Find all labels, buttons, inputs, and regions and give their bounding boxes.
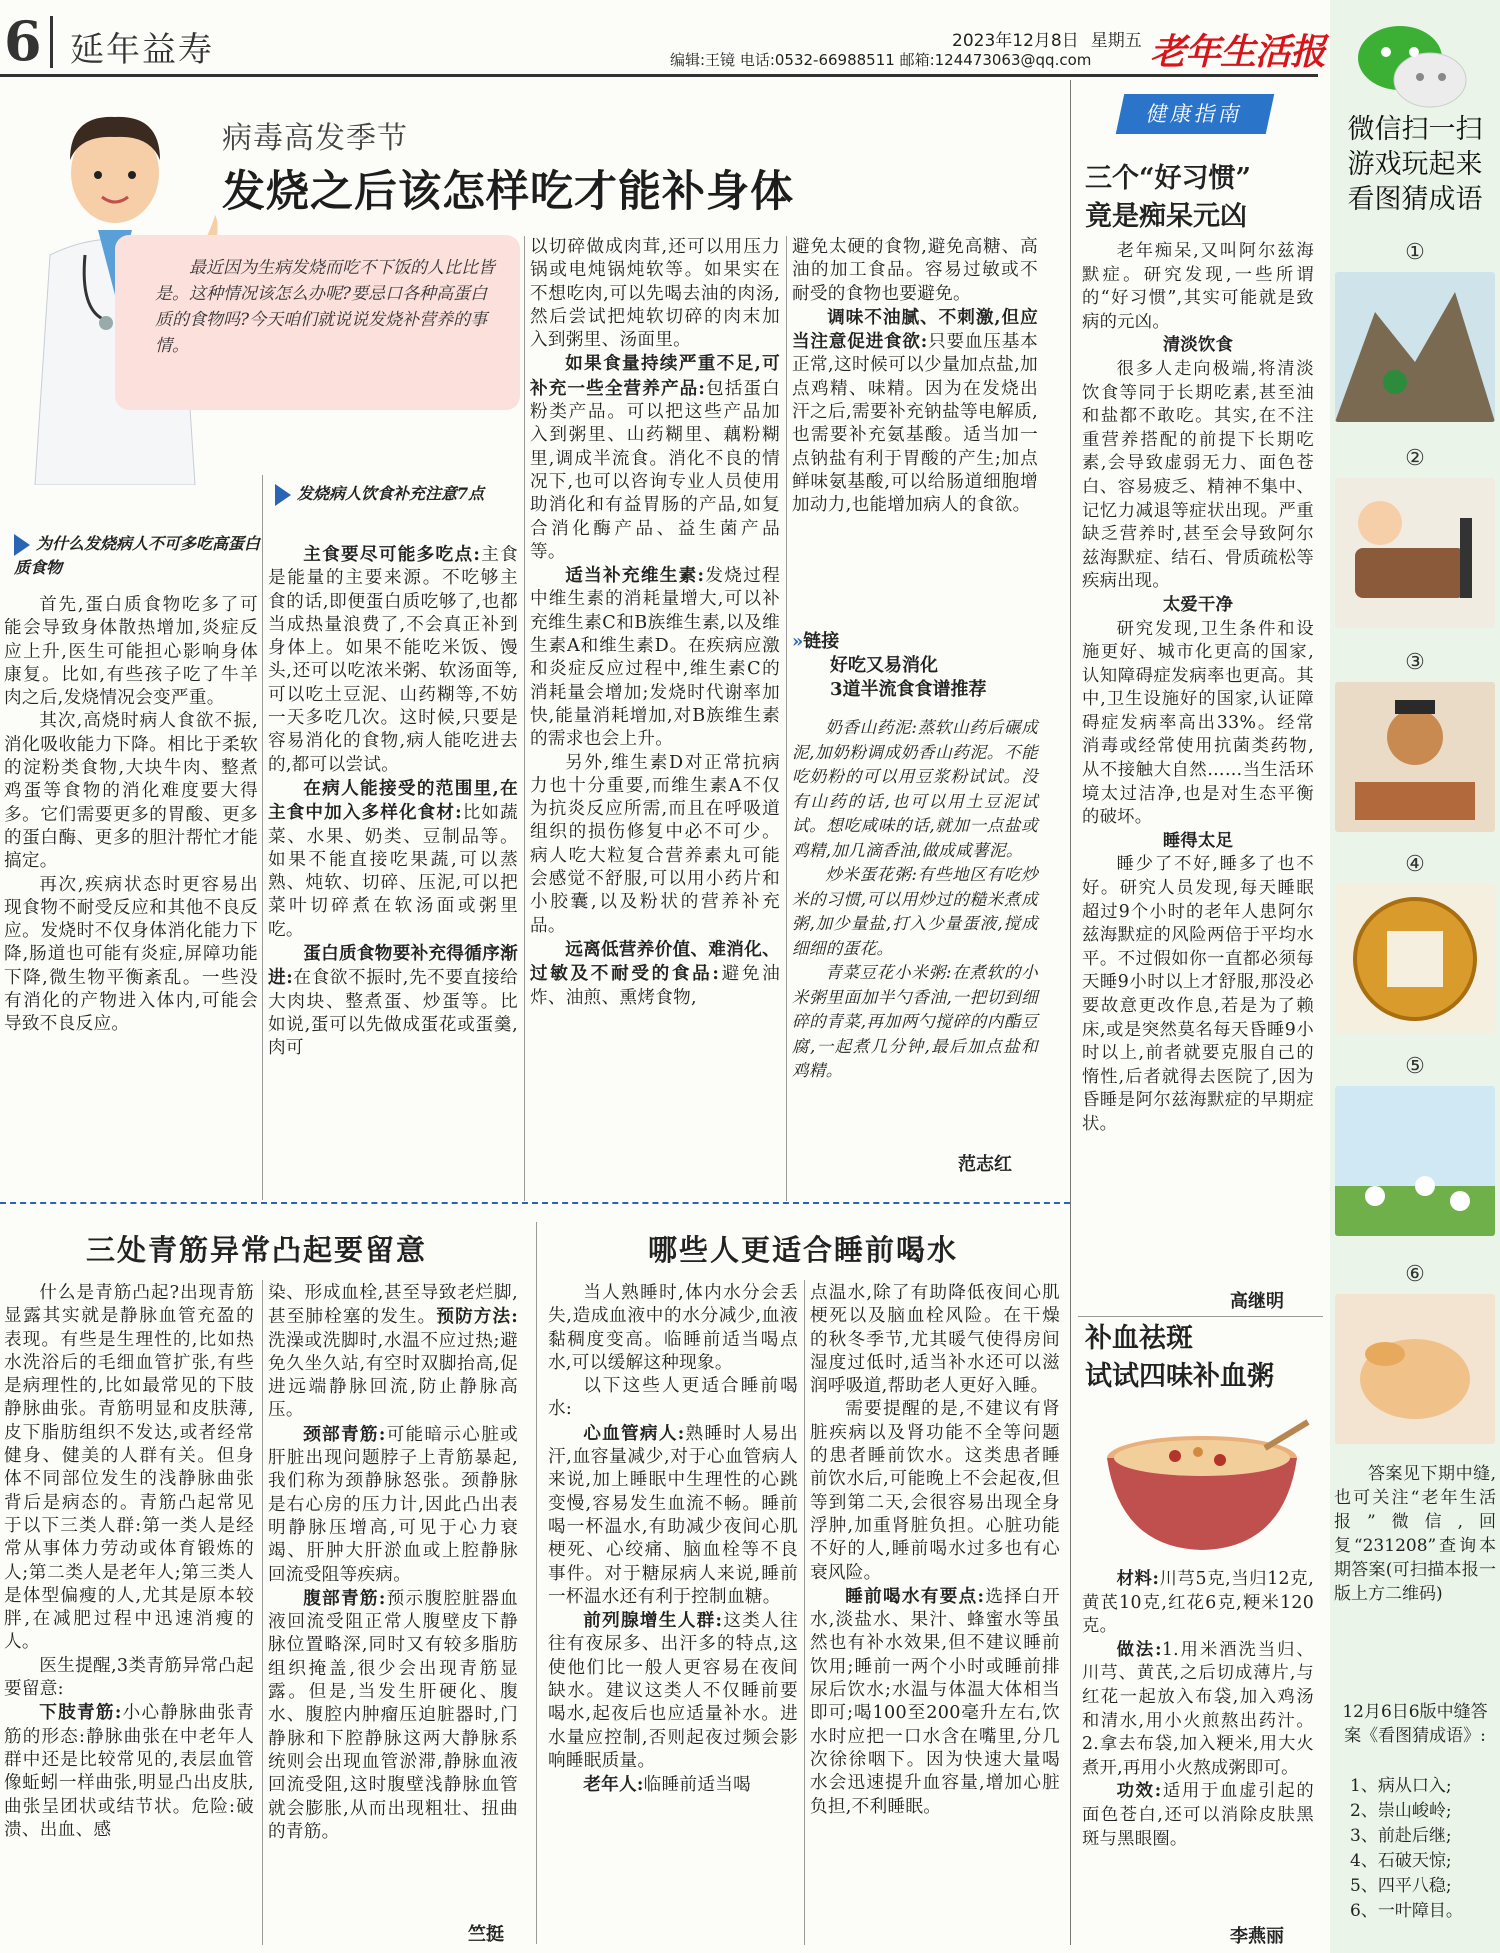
paragraph-lead: 睡前喝水有要点:	[845, 1585, 985, 1607]
paragraph-text: 主食是能量的主要来源。不吃够主食的话,即便蛋白质吃够了,也都当成热量浪费了,不会真正补到身体上。如果不能吃米饭、馒头,还可以吃浓米粥、软汤面等,可以吃土豆泥、山药糊等,不妨一天多吃几次。这时候,只要是容易消化的食物,病人能吃进去的,都可以尝试。	[268, 545, 518, 775]
wechat-icon[interactable]	[1352, 22, 1472, 110]
recipe-item: 炒米蛋花粥:有些地区有吃炒米的习惯,可以用炒过的糙米煮成粥,加少量盐,打入少量蛋液,搅成细细的蛋花。	[792, 865, 1038, 958]
recipes	[792, 716, 1038, 1206]
paragraph-text: 临睡前适当喝	[643, 1775, 752, 1796]
article2-author: 竺挺	[468, 1924, 504, 1945]
paragraph-lead: 主食要尽可能多吃点:	[303, 544, 481, 565]
paragraph-text: 这类人往往有夜尿多、出汗多的特点,这使他们比一般人更容易在夜间缺水。建议这类人不仅睡前要喝水,起夜后也应适量补水。进水量应控制,否则起夜过频会影响睡眠质量。	[548, 1611, 798, 1771]
article3-col-1	[548, 1282, 798, 1947]
paragraph-text: 可能暗示心脏或肝脏出现问题脖子上青筋暴起,我们称为颈静脉怒张。颈静脉是右心房的压力计,因此凸出表明静脉压增高,可见于心力衰竭、肝肿大肝淤血或上腔静脉回流受阻等疾病。	[268, 1424, 518, 1585]
side-article1-title	[1085, 160, 1251, 236]
paragraph-text: 以切碎做成肉茸,还可以用压力锅或电炖锅炖软等。如果实在不想吃肉,可以先喝去油的肉汤,然后尝试把炖软切碎的肉末加入到粥里、汤面里。	[530, 237, 780, 351]
paragraph: 医生提醒,3类青筋异常凸起要留意:	[4, 1655, 254, 1700]
paragraph	[268, 1423, 518, 1587]
paragraph-lead: 腹部青筋:	[303, 1587, 386, 1609]
puzzle-number: ④	[1405, 852, 1425, 877]
puzzle-image-6[interactable]	[1335, 1294, 1495, 1444]
game-title: 微信扫一扫游戏玩起来看图猜成语	[1347, 114, 1483, 215]
puzzle-image-1[interactable]	[1335, 272, 1495, 422]
main-col-3	[530, 236, 780, 1204]
recipe-link-box	[792, 630, 1038, 702]
prev-answer-title: 12月6日6版中缝答案《看图猜成语》:	[1342, 1702, 1488, 1746]
paragraph: 其次,高烧时病人食欲不振,消化吸收能力下降。相比于柔软的淀粉类食物,大块牛肉、整煮鸡蛋等食物的消化难度要大得多。它们需要更多的胃酸、更多的蛋白酶、更多的胆汁帮忙才能搞定。	[4, 711, 258, 872]
paragraph: 老年痴呆,又叫阿尔兹海默症。研究发现,一些所谓的“好习惯”,其实可能就是致病的元凶。	[1082, 241, 1314, 332]
side-article2-body	[1082, 1568, 1314, 1913]
paragraph-lead: 做法:	[1116, 1639, 1162, 1660]
puzzle-image-3[interactable]	[1335, 682, 1495, 832]
main-col-1	[4, 594, 258, 1204]
masthead-logo: 老年生活报	[1150, 31, 1326, 73]
paragraph: 什么是青筋凸起?出现青筋显露其实就是静脉血管充盈的表现。有些是生理性的,比如热水洗浴后的毛细血管扩张,有些是病理性的,比如最常见的下肢静脉曲张。青筋明显和皮肤薄,皮下脂肪组织不发达,或者经常健身、健美的人群有关。但身体不同部位发生的浅静脉曲张背后是病态的。青筋凸起常见于以下三类人群:第一类人是经常从事体力劳动或体育锻炼的人;第二类人是老年人;第三类人是体型偏瘦的人,尤其是原本较胖,在减肥过程中迅速消瘦的人。	[4, 1283, 254, 1653]
paragraph-text: 在食欲不振时,先不要直接给大肉块、整煮蛋、炒蛋等。比如说,蛋可以先做成蛋花或蛋羹,肉可	[268, 968, 518, 1059]
health-guide-badge: 健康指南	[1116, 94, 1275, 134]
paragraph-lead: 下肢青筋:	[39, 1702, 122, 1724]
paragraph-text: 川芎5克,当归12克,黄芪10克,红花6克,粳米120克。	[1082, 1569, 1314, 1637]
article3-col-2	[810, 1282, 1060, 1947]
article2-col-2	[268, 1282, 518, 1942]
paragraph-text: 另外,维生素D对正常抗病力也十分重要,而维生素A不仅为抗炎反应所需,而且在呼吸道组织的损伤修复中必不可少。病人吃大粒复合营养素丸可能会感觉不舒服,可以用小药片和小胶囊,以及粉状的营养补充品。	[530, 752, 780, 936]
paragraph	[530, 938, 780, 1010]
side-article1-author: 高继明	[1230, 1291, 1284, 1312]
paragraph: 点温水,除了有助降低夜间心肌梗死以及脑血栓风险。在干燥的秋冬季节,尤其暖气使得房间湿度过低时,适当补水还可以滋润呼吸道,帮助老人更好入睡。	[810, 1283, 1060, 1397]
paragraph-lead: 如果食量持续严重不足,可补充一些全营养产品:	[530, 353, 780, 399]
paragraph: 首先,蛋白质食物吃多了可能会导致身体散热增加,炎症反应上升,医生可能担心影响身体康复。比如,有些孩子吃了牛羊肉之后,发烧情况会变严重。	[4, 595, 258, 709]
paragraph-text: 适用于血虚引起的面色苍白,还可以消除皮肤黑斑与黑眼圈。	[1082, 1781, 1314, 1849]
puzzle-number: ⑤	[1405, 1054, 1425, 1079]
link-title-1: 好吃又易消化	[830, 655, 938, 676]
paragraph: 研究发现,卫生条件和设施更好、城市化更高的国家,认知障碍症发病率也更高。其中,卫生设施好的国家,认证障碍症发病率高出33%。经常消毒或经常使用抗菌类药物,从不接触大自然……当生活环境太过洁净,也是对生态平衡的破坏。	[1082, 618, 1314, 828]
date-text: 2023年12月8日	[952, 31, 1079, 51]
column-rule	[536, 1222, 537, 1944]
list-item: 2、崇山峻岭;	[1350, 1801, 1452, 1821]
paragraph: 睡少了不好,睡多了也不好。研究人员发现,每天睡眠超过9个小时的老年人患阿尔兹海默症的风险两倍于平均水平。不过假如你一直都必须每天睡9小时以上才舒服,那没必要故意更改作息,若是为了赖床,或是突然莫名每天昏睡9小时以上,前者就要克服自己的惰性,后者就得去医院了,因为昏睡是阿尔兹海默症的早期症状。	[1082, 854, 1314, 1134]
answer-note: 答案见下期中缝,也可关注“老年生活报”微信,回复“231208”查询本期答案(可扫描本报一版上方二维码)	[1334, 1464, 1496, 1604]
paragraph-lead: 蛋白质食物要补充得循序渐进:	[268, 943, 518, 989]
paragraph	[548, 1773, 798, 1797]
main-kicker	[222, 113, 408, 157]
paragraph-text: 预示腹腔脏器血液回流受阻正常人腹壁皮下静脉位置略深,同时又有较多脂肪组织掩盖,很少会出现青筋显露。但是,当发生肝硬化、腹水、腹腔内肿瘤压迫脏器时,门静脉和下腔静脉这两大静脉系统则会出现血管淤滞,静脉血液回流受阻,这时腹壁浅静脉血管就会膨胀,从而出现粗壮、扭曲的青筋。	[268, 1588, 518, 1842]
paragraph	[530, 752, 780, 938]
recipe-item: 奶香山药泥:蒸软山药后碾成泥,加奶粉调成奶香山药泥。不能吃奶粉的可以用豆浆粉试试。没有山药的话,也可以用土豆泥试试。想吃咸味的话,就加一点盐或鸡精,加几滴香油,做成咸薯泥。	[792, 718, 1038, 860]
paragraph-text: 熟睡时人易出汗,血容量减少,对于心血管病人来说,加上睡眠中生理性的心跳变慢,容易发生血流不畅。睡前喝一杯温水,有助减少夜间心肌梗死、心绞痛、脑血栓等不良事件。对于糖尿病人来说,睡前一杯温水还有利于控制血糖。	[548, 1423, 798, 1607]
paragraph-lead: 材料:	[1116, 1569, 1160, 1589]
paragraph-text: 染、形成血栓,甚至导致老烂脚,甚至肺栓塞的发生。	[268, 1283, 518, 1328]
intro-box	[115, 235, 520, 410]
intro-text: 最近因为生病发烧而吃不下饭的人比比皆是。这种情况该怎么办呢?要忌口各种高蛋白质的食物吗?今天咱们就说说发烧补营养的事情。	[155, 258, 495, 356]
paragraph	[268, 1282, 518, 1423]
column-rule	[262, 475, 263, 1200]
article2-title: 三处青筋异常凸起要留意	[86, 1233, 428, 1267]
prev-answer-list	[1350, 1774, 1490, 1924]
paragraph: 当人熟睡时,体内水分会丢失,造成血液中的水分减少,血液黏稠度变高。临睡前适当喝点水,可以缓解这种现象。	[548, 1283, 798, 1373]
issue-date	[952, 26, 1154, 51]
link-label-text: 链接	[803, 631, 840, 652]
recipe-item: 青菜豆花小米粥:在煮软的小米粥里面加半勺香油,一把切到细碎的青菜,再加两勺搅碎的内酯豆腐,一起煮几分钟,最后加点盐和鸡精。	[792, 963, 1038, 1080]
editor-info: 编辑:王镜 电话:0532-66988511 邮箱:124473063@qq.com	[670, 51, 1092, 69]
paragraph-lead: 远离低营养价值、难消化、过敏及不耐受的食品:	[530, 938, 780, 985]
weekday-text: 星期五	[1090, 31, 1142, 51]
paragraph-text: 选择白开水,淡盐水、果汁、蜂蜜水等虽然也有补水效果,但不建议睡前饮用;睡前一两个小时或睡前排尿后饮水;水温与体温大体相当即可;喝100至200毫升左右,饮水时应把一口水含在嘴里,分几次徐徐咽下。因为快速大量喝水会迅速提升血容量,增加心脏负担,不利睡眠。	[810, 1586, 1060, 1817]
paragraph	[268, 777, 518, 942]
paragraph	[530, 352, 780, 564]
paragraph	[1082, 1780, 1314, 1851]
subheading: 太爱干净	[1162, 594, 1234, 615]
porridge-bowl-illustration	[1090, 1418, 1315, 1558]
paragraph	[4, 1701, 254, 1842]
list-item: 6、一叶障目。	[1350, 1901, 1463, 1921]
headline-text: 发烧之后该怎样吃才能补身体	[222, 167, 794, 217]
column-rule	[786, 236, 787, 1201]
paragraph	[792, 236, 1038, 306]
paragraph-text: 避免油炸、油煎、熏烤食物,	[530, 964, 781, 1008]
column-rule	[524, 236, 525, 1201]
paragraph	[1082, 1639, 1314, 1781]
puzzle-image-2[interactable]	[1335, 478, 1495, 628]
side-article2-title	[1085, 1320, 1274, 1396]
paragraph-text: 比如蔬菜、水果、奶类、豆制品等。如果不能直接吃果蔬,可以蒸熟、炖软、切碎、压泥,可以把菜叶切碎煮在软汤面或粥里吃。	[268, 803, 518, 940]
title-line: 试试四味补血粥	[1085, 1361, 1274, 1392]
list-item: 3、前赴后继;	[1350, 1826, 1452, 1846]
title-line: 竟是痴呆元凶	[1085, 201, 1247, 232]
list-item: 5、四平八稳;	[1350, 1876, 1452, 1896]
side-article2-author: 李燕丽	[1230, 1926, 1284, 1947]
paragraph	[1082, 1568, 1314, 1639]
puzzle-image-4[interactable]	[1335, 884, 1495, 1034]
page-number: 6	[4, 9, 42, 73]
subheading: 睡得太足	[1162, 830, 1234, 851]
puzzle-number: ②	[1405, 446, 1425, 471]
article2-col-1	[4, 1282, 254, 1942]
side-article1-body	[1082, 240, 1314, 1315]
paragraph-lead: 颈部青筋:	[303, 1423, 386, 1445]
dashed-divider	[0, 1202, 1070, 1204]
paragraph	[268, 1587, 518, 1844]
paragraph-text: 发烧过程中维生素的消耗量增大,可以补充维生素C和B族维生素,以及维生素A和维生素D。在疾病应激和炎症反应过程中,维生素C的消耗量会增加;发烧时代谢率加快,能量消耗增加,对B族维生素的需求也会上升。	[530, 566, 780, 750]
paragraph-text: 只要血压基本正常,这时候可以少量加点盐,加点鸡精、味精。因为在发烧出汗之后,需要补充钠盐等电解质,也需要补充氨基酸。适当加一点钠盐有利于胃酸的产生;加点鲜味氨基酸,可以给肠道细胞增加动力,也能增加病人的食欲。	[792, 332, 1038, 516]
paragraph-lead: 功效:	[1116, 1781, 1162, 1802]
subhead-tips	[275, 482, 515, 506]
link-label	[792, 630, 1038, 654]
triangle-icon	[14, 534, 30, 556]
puzzle-number: ③	[1405, 650, 1425, 675]
title-line: 三个“好习惯”	[1085, 163, 1252, 194]
paragraph	[530, 564, 780, 751]
puzzle-number: ①	[1405, 240, 1425, 265]
list-item: 1、病从口入;	[1350, 1776, 1452, 1796]
column-rule	[1070, 80, 1071, 1945]
triangle-icon	[275, 484, 291, 506]
paragraph: 以下这些人更适合睡前喝水:	[548, 1376, 798, 1420]
subhead-tips-text: 发烧病人饮食补充注意7点	[297, 484, 485, 503]
subheading: 清淡饮食	[1162, 335, 1234, 356]
paragraph	[548, 1609, 798, 1773]
title-line: 补血祛斑	[1085, 1323, 1193, 1354]
main-col-4	[792, 236, 1038, 656]
paragraph: 很多人走向极端,将清淡饮食等同于长期吃素,甚至油和盐都不敢吃。其实,在不注重营养搭配的前提下长期吃素,会导致虚弱无力、面色苍白、容易疲乏、精神不集中、记忆力减退等症状出现。严重缺乏营养时,甚至会导致阿尔兹海默症、结石、骨质疏松等疾病出现。	[1082, 358, 1314, 592]
paragraph: 需要提醒的是,不建议有肾脏疾病以及肾功能不全等问题的患者睡前饮水。这类患者睡前饮水后,可能晚上不会起夜,但等到第二天,会很容易出现全身浮肿,加重肾脏负担。心脏功能不好的人,睡前喝水过多也有心衰风险。	[810, 1399, 1060, 1583]
paragraph-lead: 心血管病人:	[583, 1422, 685, 1444]
header-rule	[0, 74, 1318, 77]
header-divider	[50, 16, 53, 68]
puzzle-image-5[interactable]	[1335, 1086, 1495, 1236]
author-byline: 范志红	[958, 1154, 1012, 1175]
paragraph-lead: 适当补充维生素:	[565, 565, 705, 587]
paragraph-text: 避免太硬的食物,避免高糖、高油的加工食品。容易过敏或不耐受的食物也要避免。	[792, 237, 1038, 304]
paragraph-lead: 老年人:	[583, 1774, 644, 1796]
kicker-text: 病毒高发季节	[222, 121, 408, 156]
double-chevron-icon: »	[792, 631, 804, 652]
paragraph	[792, 306, 1038, 518]
column-rule	[804, 1280, 805, 1945]
puzzle-number: ⑥	[1405, 1262, 1425, 1287]
paragraph	[548, 1422, 798, 1609]
side-divider	[1078, 1316, 1323, 1317]
paragraph	[268, 543, 518, 777]
paragraph-lead: 前列腺增生人群:	[583, 1610, 723, 1632]
paragraph	[268, 942, 518, 1060]
paragraph-text: 小心静脉曲张青筋的形态:静脉曲张在中老年人群中还是比较常见的,表层血管像蚯蚓一样曲张,明显凸出皮肤,曲张呈团状或结节状。危险:破溃、出血、感	[4, 1703, 254, 1840]
paragraph: 再次,疾病状态时更容易出现食物不耐受反应和其他不良反应。发烧时不仅身体消化能力下降,肠道也可能有炎症,屏障功能下降,微生物平衡紊乱。一些没有消化的产物进入体内,可能会导致不良反应。	[4, 874, 258, 1035]
subhead-why	[14, 532, 264, 580]
column-rule	[262, 1280, 263, 1945]
paragraph-lead: 预防方法:	[436, 1306, 518, 1328]
list-item: 4、石破天惊;	[1350, 1851, 1452, 1871]
article3-title: 哪些人更适合睡前喝水	[648, 1233, 959, 1267]
paragraph	[530, 236, 780, 352]
paragraph-lead: 在病人能接受的范围里,在主食中加入多样化食材:	[268, 777, 518, 824]
paragraph-lead: 调味不油腻、不刺激,但应当注意促进食欲:	[792, 306, 1038, 353]
section-name: 延年益寿	[70, 30, 214, 70]
paragraph-text: 包括蛋白粉类产品。可以把这些产品加入到粥里、山药糊里、藕粉糊里,调成半流食。消化不良的情况下,也可以咨询专业人员使用助消化和有益胃肠的产品,如复合消化酶产品、益生菌产品等。	[530, 378, 781, 562]
paragraph	[810, 1585, 1060, 1819]
main-headline	[222, 158, 794, 219]
main-col-2	[268, 543, 518, 1203]
paragraph-text: 1.用米酒洗当归、川芎、黄芪,之后切成薄片,与红花一起放入布袋,加入鸡汤和清水,用小火煎熬出药汁。2.拿去布袋,加入粳米,用大火煮开,再用小火熬成粥即可。	[1082, 1639, 1314, 1778]
paragraph-text: 洗澡或洗脚时,水温不应过热;避免久坐久站,有空时双脚抬高,促进远端静脉回流,防止静脉高压。	[268, 1330, 518, 1421]
subhead-why-text: 为什么发烧病人不可多吃高蛋白质食物	[14, 534, 261, 577]
link-title-2: 3道半流食食谱推荐	[830, 679, 987, 700]
